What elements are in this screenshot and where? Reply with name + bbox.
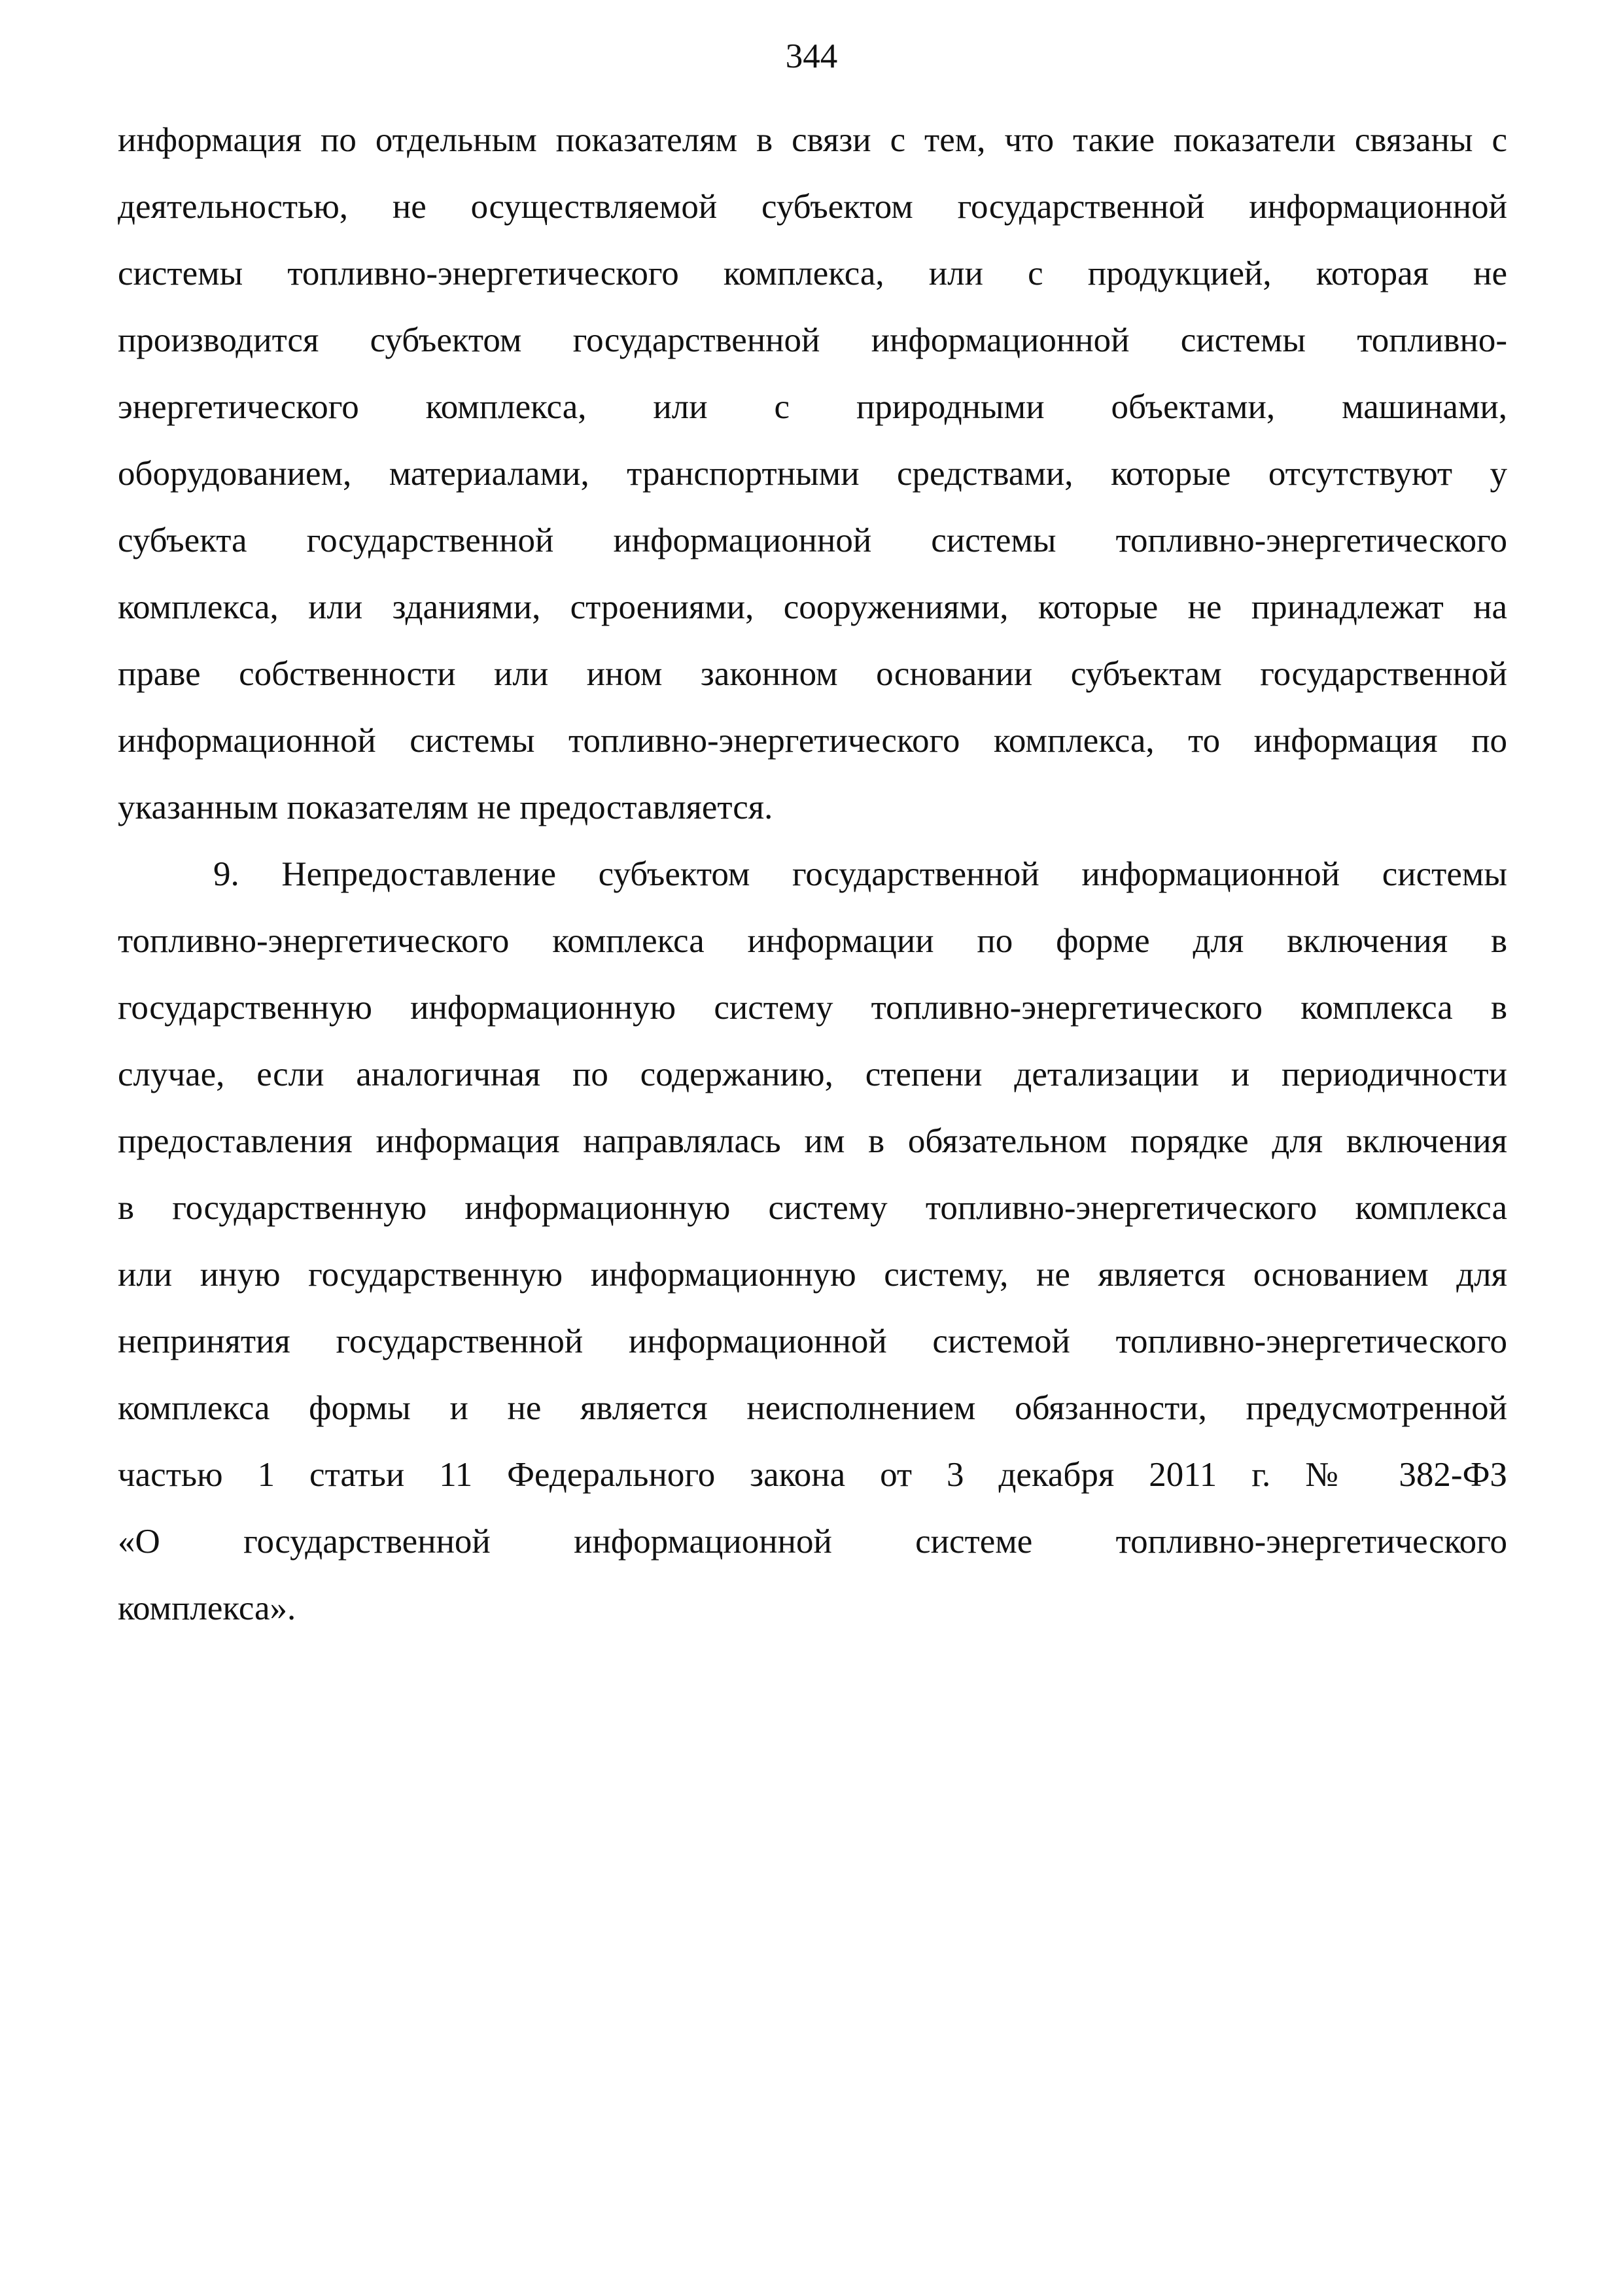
document-body	[118, 107, 1507, 1642]
text-line: «О государственной информационной системе топливно-энергетического	[118, 1523, 1507, 1561]
text-line: информация по отдельным показателям в связи с тем, что такие показатели связаны с	[118, 121, 1507, 159]
text-line: производится субъектом государственной информационной системы топливно-	[118, 321, 1507, 359]
text-line: комплекса формы и не является неисполнением обязанности, предусмотренной	[118, 1389, 1507, 1427]
page-number: 344	[785, 37, 838, 75]
text-line: энергетического комплекса, или с природными объектами, машинами,	[118, 388, 1507, 426]
paragraph-2	[118, 841, 1507, 1642]
paragraph-1	[118, 107, 1507, 841]
text-line: информационной системы топливно-энергетического комплекса, то информация по	[118, 722, 1507, 760]
text-line: частью 1 статьи 11 Федерального закона от 3 декабря 2011 г. № 382-ФЗ	[118, 1456, 1507, 1494]
text-line: в государственную информационную систему топливно-энергетического комплекса	[118, 1189, 1507, 1227]
text-line: государственную информационную систему топливно-энергетического комплекса в	[118, 989, 1507, 1027]
text-line: или иную государственную информационную систему, не является основанием для	[118, 1256, 1507, 1294]
text-line: субъекта государственной информационной системы топливно-энергетического	[118, 521, 1507, 559]
text-line: 9. Непредоставление субъектом государственной информационной системы	[213, 855, 1507, 893]
text-line: предоставления информация направлялась им в обязательном порядке для включения	[118, 1122, 1507, 1160]
text-line: непринятия государственной информационной системой топливно-энергетического	[118, 1322, 1507, 1360]
text-line: оборудованием, материалами, транспортными средствами, которые отсутствуют у	[118, 455, 1507, 493]
text-line: комплекса».	[118, 1589, 296, 1627]
text-line: деятельностью, не осуществляемой субъектом государственной информационной	[118, 188, 1507, 226]
text-line: праве собственности или ином законном основании субъектам государственной	[118, 655, 1507, 693]
text-line: указанным показателям не предоставляется.	[118, 788, 773, 826]
text-line: комплекса, или зданиями, строениями, сооружениями, которые не принадлежат на	[118, 588, 1507, 626]
text-line: топливно-энергетического комплекса информации по форме для включения в	[118, 922, 1507, 960]
text-line: случае, если аналогичная по содержанию, степени детализации и периодичности	[118, 1055, 1507, 1093]
text-line: системы топливно-энергетического комплекса, или с продукцией, которая не	[118, 255, 1507, 292]
